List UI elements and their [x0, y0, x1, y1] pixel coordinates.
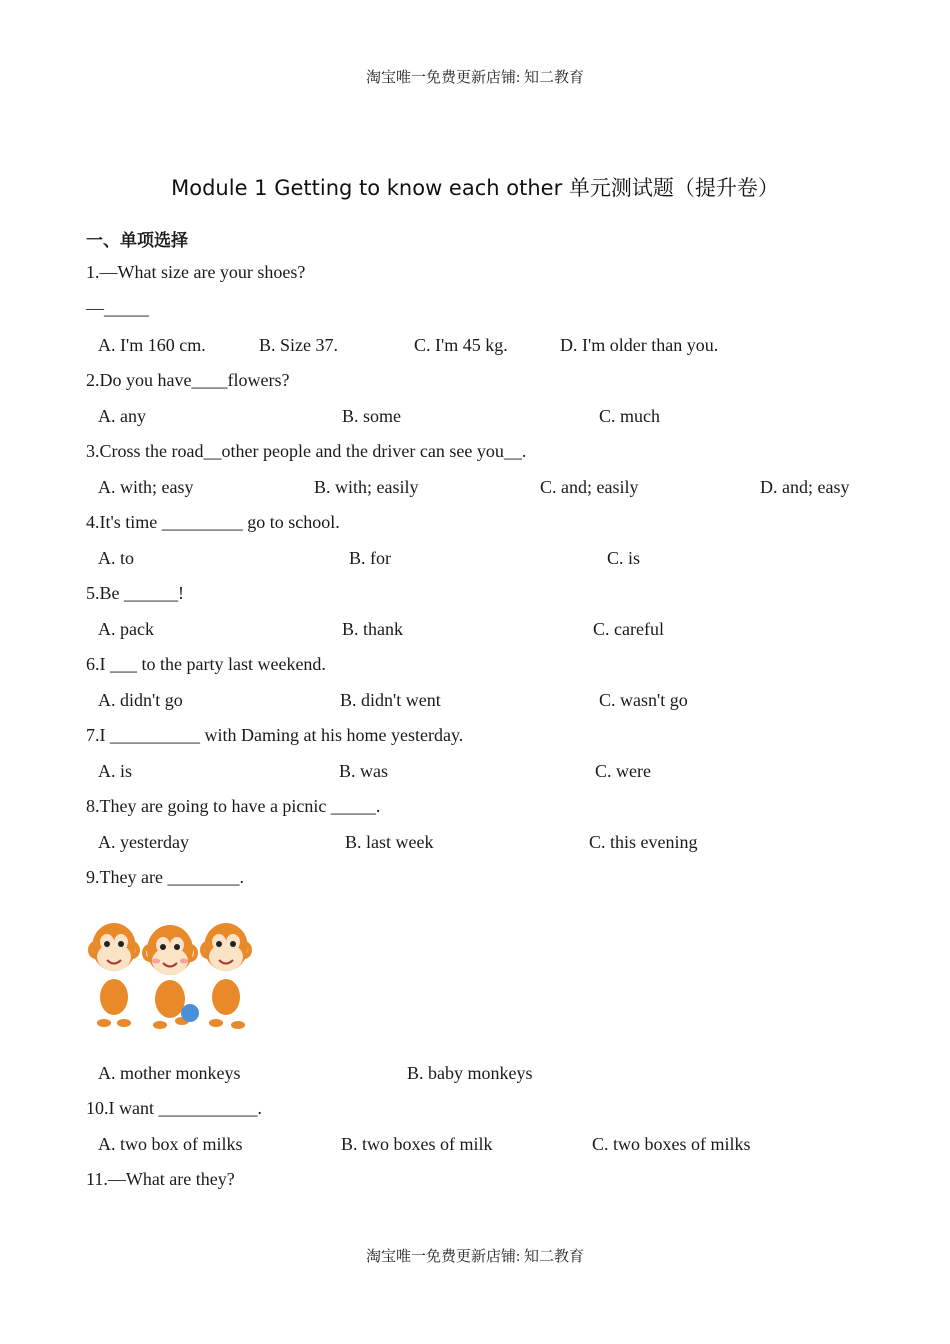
q10-option-a[interactable]: A. two box of milks: [98, 1134, 243, 1154]
ball: [181, 1004, 199, 1022]
page-footer: 淘宝唯一免费更新店铺: 知二教育: [366, 1249, 584, 1265]
q8-option-c[interactable]: C. this evening: [589, 832, 698, 852]
q4-option-a[interactable]: A. to: [98, 548, 134, 568]
section-heading: 一、单项选择: [86, 231, 188, 251]
question-6: 6.I ___ to the party last weekend.: [86, 654, 326, 674]
question-9: 9.They are ________.: [86, 867, 244, 887]
q3-option-d[interactable]: D. and; easy: [760, 477, 850, 497]
question-4: 4.It's time _________ go to school.: [86, 512, 340, 532]
question-1-answer-line: —_____: [86, 298, 149, 318]
q2-option-b[interactable]: B. some: [342, 406, 402, 426]
q1-option-a[interactable]: A. I'm 160 cm.: [98, 335, 206, 355]
q8-option-b[interactable]: B. last week: [345, 832, 434, 852]
q7-option-b[interactable]: B. was: [339, 761, 388, 781]
q1-option-c[interactable]: C. I'm 45 kg.: [414, 335, 508, 355]
q10-option-b[interactable]: B. two boxes of milk: [341, 1134, 493, 1154]
q4-option-b[interactable]: B. for: [349, 548, 391, 568]
question-10: 10.I want ___________.: [86, 1098, 262, 1118]
question-11: 11.—What are they?: [86, 1169, 235, 1189]
q5-option-b[interactable]: B. thank: [342, 619, 403, 639]
q5-option-c[interactable]: C. careful: [593, 619, 664, 639]
q3-option-b[interactable]: B. with; easily: [314, 477, 419, 497]
q5-option-a[interactable]: A. pack: [98, 619, 154, 639]
question-1: 1.—What size are your shoes?: [86, 262, 306, 282]
q9-option-b[interactable]: B. baby monkeys: [407, 1063, 533, 1083]
q6-option-c[interactable]: C. wasn't go: [599, 690, 688, 710]
question-5: 5.Be ______!: [86, 583, 184, 603]
q1-option-d[interactable]: D. I'm older than you.: [560, 335, 719, 355]
q3-option-c[interactable]: C. and; easily: [540, 477, 639, 497]
q2-option-c[interactable]: C. much: [599, 406, 660, 426]
question-2: 2.Do you have____flowers?: [86, 370, 290, 390]
monkey-1: [88, 923, 140, 1027]
question-7: 7.I __________ with Daming at his home yesterday.: [86, 725, 464, 745]
q1-option-b[interactable]: B. Size 37.: [259, 335, 338, 355]
question-3: 3.Cross the road__other people and the driver can see you__.: [86, 441, 527, 461]
monkeys-image: [86, 905, 256, 1030]
page-title: Module 1 Getting to know each other 单元测试题（提升卷）: [171, 176, 779, 200]
question-8: 8.They are going to have a picnic _____.: [86, 796, 381, 816]
q3-option-a[interactable]: A. with; easy: [98, 477, 194, 497]
q2-option-a[interactable]: A. any: [98, 406, 146, 426]
q8-option-a[interactable]: A. yesterday: [98, 832, 189, 852]
q6-option-b[interactable]: B. didn't went: [340, 690, 441, 710]
q7-option-c[interactable]: C. were: [595, 761, 651, 781]
q9-option-a[interactable]: A. mother monkeys: [98, 1063, 241, 1083]
q10-option-c[interactable]: C. two boxes of milks: [592, 1134, 751, 1154]
q7-option-a[interactable]: A. is: [98, 761, 133, 781]
q4-option-c[interactable]: C. is: [607, 548, 641, 568]
q6-option-a[interactable]: A. didn't go: [98, 690, 183, 710]
page-header: 淘宝唯一免费更新店铺: 知二教育: [366, 70, 584, 86]
monkey-3: [200, 923, 252, 1029]
